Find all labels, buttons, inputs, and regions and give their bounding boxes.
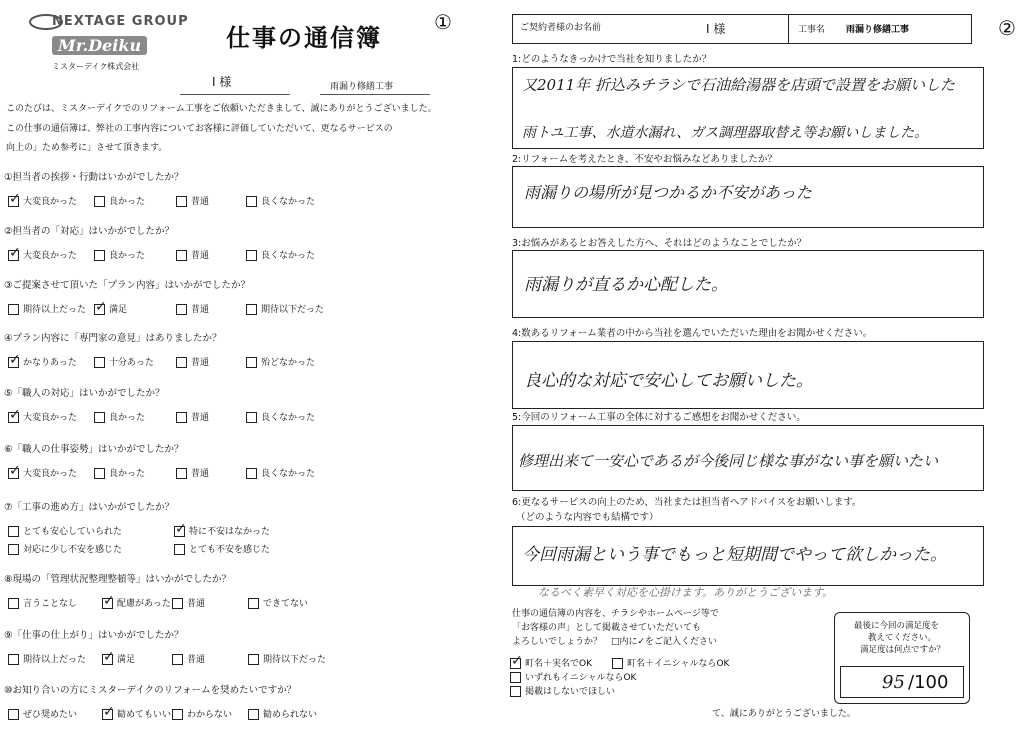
score-label-2: 教えてください。 (868, 633, 937, 643)
q1-option-1[interactable]: ✓大変良かった (8, 194, 77, 207)
q6-option-4[interactable]: 良くなかった (246, 466, 315, 479)
work-label: 工事名 (798, 25, 826, 35)
q8-label: ⑧現場の「管理状況整理整頓等」はいかがでしたか？ (4, 574, 232, 585)
brand-logo: Mr.Deiku (52, 36, 147, 55)
q5-option-1[interactable]: ✓大変良かった (8, 410, 77, 423)
sec6-label: 6:更なるサービスの向上のため、当社または担当者へアドバイスをお願いします。 (512, 497, 862, 508)
checkbox-checked[interactable] (102, 598, 113, 609)
checkbox[interactable] (174, 544, 185, 555)
checkbox-checked[interactable] (8, 357, 19, 368)
voice-option-2[interactable]: 町名＋イニシャルならOK (612, 656, 729, 669)
sec6-answer: 今回雨漏という事でもっと短期間でやって欲しかった。 (522, 545, 947, 565)
q8-option-1[interactable]: 言うことなし (8, 596, 77, 609)
checkbox[interactable] (8, 654, 19, 665)
q8-option-3[interactable]: 普通 (172, 596, 205, 609)
name-value: I 様 (706, 22, 726, 36)
q3-option-3[interactable]: 普通 (176, 302, 209, 315)
q9-option-1[interactable]: 期待以上だった (8, 652, 86, 665)
checkbox[interactable] (172, 709, 183, 720)
q5-option-4[interactable]: 良くなかった (246, 410, 315, 423)
q3-label: ③ご提案させて頂いた「プラン内容」はいかがでしたか？ (4, 280, 251, 291)
sec2-label: 2:リフォームを考えたとき、不安やお悩みなどありましたか？ (512, 154, 777, 165)
checkbox[interactable] (246, 250, 257, 261)
page-number-2: ② (998, 16, 1016, 40)
q6-option-2[interactable]: 良かった (94, 466, 145, 479)
q2-option-2[interactable]: 良かった (94, 248, 145, 261)
q6-option-1[interactable]: ✓大変良かった (8, 466, 77, 479)
checkbox[interactable] (176, 250, 187, 261)
q10-option-3[interactable]: わからない (172, 707, 232, 720)
checkbox-checked[interactable] (510, 658, 521, 669)
q5-option-2[interactable]: 良かった (94, 410, 145, 423)
checkbox[interactable] (248, 598, 259, 609)
q7-option-1[interactable]: とても安心していられた (8, 524, 122, 537)
checkbox[interactable] (94, 412, 105, 423)
page-number: ① (434, 10, 452, 34)
voice-intro-1: 仕事の通信簿の内容を、チラシやホームページ等で (512, 609, 719, 619)
q9-option-4[interactable]: 期待以下だった (248, 652, 326, 665)
score-label-1: 最後に今回の満足度を (854, 621, 940, 631)
q1-label: ①担当者の挨拶・行動はいかがでしたか？ (4, 172, 184, 183)
q8-option-2[interactable]: ✓ 配慮があった (102, 596, 171, 609)
checkbox[interactable] (176, 468, 187, 479)
right-page (500, 0, 1024, 733)
intro-line-2: この仕事の通信簿は、弊社の工事内容についてお客様に評価していただいて、更なるサービスの (6, 124, 393, 134)
q4-option-4[interactable]: 殆どなかった (246, 355, 315, 368)
sec2-answer: 雨漏りの場所が見つかるか不安があった (524, 183, 812, 202)
sec5-label: 5:今回のリフォーム工事の全体に対するご感想をお聞かせください。 (512, 412, 806, 423)
q5-label: ⑤「職人の対応」はいかがでしたか？ (4, 388, 165, 399)
q6-label: ⑥「職人の仕事姿勢」はいかがでしたか？ (4, 444, 184, 455)
checkbox-checked[interactable] (102, 654, 113, 665)
checkbox-checked[interactable] (174, 526, 185, 537)
q4-label: ④プラン内容に「専門家の意見」はありましたか？ (4, 333, 222, 344)
q2-label: ②担当者の「対応」はいかがでしたか？ (4, 226, 175, 237)
q7-option-4[interactable]: とても不安を感じた (174, 542, 270, 555)
q4-option-1[interactable]: ✓かなりあった (8, 355, 77, 368)
sec1-answer-1: 又2011年 折込みチラシで石油給湯器を店頭で設置をお願いした (522, 76, 955, 94)
sec4-answer: 良心的な対応で安心してお願いした。 (524, 371, 813, 391)
q9-label: ⑨「仕事の仕上がり」はいかがでしたか？ (4, 630, 184, 641)
checkbox[interactable] (246, 304, 257, 315)
checkbox-checked[interactable] (102, 709, 113, 720)
q4-option-3[interactable]: 普通 (176, 355, 209, 368)
q3-option-1[interactable]: 期待以上だった (8, 302, 86, 315)
header-divider (788, 14, 789, 44)
q3-option-4[interactable]: 期待以下だった (246, 302, 324, 315)
checkbox[interactable] (8, 526, 19, 537)
checkbox[interactable] (176, 304, 187, 315)
left-page (0, 0, 500, 733)
sec4-label: 4:数あるリフォーム業者の中から当社を選んでいただいた理由をお聞かせください。 (512, 328, 873, 339)
project-line (320, 94, 430, 95)
sec6-label-2: （どのような内容でも結構です） (516, 512, 659, 523)
q8-option-4[interactable]: できてない (248, 596, 308, 609)
customer-name: I 様 (212, 75, 232, 89)
checkbox[interactable] (246, 357, 257, 368)
q10-label: ⑩お知り合いの方にミスターデイクのリフォームを奨めたいですか？ (4, 685, 297, 696)
nextage-logo (28, 12, 228, 32)
sec3-answer: 雨漏りが直るか心配した。 (524, 275, 728, 295)
voice-intro-3: よろしいでしょうか？ □内に✓をご記入ください (512, 637, 718, 647)
q1-option-4[interactable]: 良くなかった (246, 194, 315, 207)
checkbox[interactable] (246, 412, 257, 423)
checkbox[interactable] (172, 654, 183, 665)
checkbox[interactable] (176, 412, 187, 423)
name-label: ご契約者様のお名前 (520, 23, 602, 33)
checkbox[interactable] (246, 196, 257, 207)
doc-title: 仕事の通信簿 (226, 24, 382, 52)
q2-option-4[interactable]: 良くなかった (246, 248, 315, 261)
sec1-label: 1:どのようなきっかけで当社を知りましたか？ (512, 54, 712, 65)
project-name: 雨漏り修繕工事 (330, 82, 394, 92)
sec5-answer: 修理出来て一安心であるが今後同じ様な事がない事を願いたい (518, 452, 939, 470)
score-label-3: 満足度は何点ですか？ (860, 645, 946, 655)
q2-option-1[interactable]: ✓大変良かった (8, 248, 77, 261)
checkbox-checked[interactable] (8, 196, 19, 207)
q5-option-3[interactable]: 普通 (176, 410, 209, 423)
checkbox-checked[interactable] (8, 250, 19, 261)
work-value: 雨漏り修繕工事 (846, 25, 910, 35)
q4-option-2[interactable]: 十分あった (94, 355, 154, 368)
checkbox[interactable] (246, 468, 257, 479)
intro-line-3: 向上の」ため参考に」させて頂きます。 (6, 143, 168, 153)
checkbox[interactable] (94, 196, 105, 207)
score-value: 95 (882, 672, 905, 693)
voice-option-1[interactable]: ✓町名＋実名でOK (510, 656, 592, 669)
q10-option-4[interactable]: 勧められない (248, 707, 317, 720)
checkbox[interactable] (612, 658, 623, 669)
checkbox[interactable] (176, 357, 187, 368)
checkbox[interactable] (172, 598, 183, 609)
footer-text: て、誠にありがとうございました。 (712, 709, 856, 719)
sec1-answer-2: 雨トユ工事、水道水漏れ、ガス調理器取替え等お願いしました。 (522, 125, 929, 141)
q1-option-3[interactable]: 普通 (176, 194, 209, 207)
logo-text: NEXTAGE GROUP (52, 14, 189, 29)
q9-option-2[interactable]: ✓ 満足 (102, 652, 135, 665)
q7-option-3[interactable]: 対応に少し不安を感じた (8, 542, 122, 555)
checkbox[interactable] (94, 357, 105, 368)
q9-option-3[interactable]: 普通 (172, 652, 205, 665)
checkbox[interactable] (510, 672, 521, 683)
voice-intro-2: 「お客様の声」として掲載させていただいても (512, 623, 702, 633)
q7-label: ⑦「工事の進め方」はいかがでしたか？ (4, 502, 175, 513)
checkbox[interactable] (8, 304, 19, 315)
checkbox[interactable] (248, 654, 259, 665)
checkbox[interactable] (248, 709, 259, 720)
q6-option-3[interactable]: 普通 (176, 466, 209, 479)
q1-option-2[interactable]: 良かった (94, 194, 145, 207)
q3-option-2[interactable]: ✓ 満足 (94, 302, 127, 315)
checkbox-checked[interactable] (8, 468, 19, 479)
checkbox[interactable] (94, 468, 105, 479)
sec3-label: 3:お悩みがあるとお答えした方へ、それはどのようなことでしたか？ (512, 238, 807, 249)
voice-option-4[interactable]: 掲載はしないでほしい (510, 684, 615, 697)
checkbox-checked[interactable] (8, 412, 19, 423)
checkbox[interactable] (510, 686, 521, 697)
q7-option-2[interactable]: ✓ 特に不安はなかった (174, 524, 270, 537)
q2-option-3[interactable]: 普通 (176, 248, 209, 261)
intro-line-1: このたびは、ミスターデイクでのリフォーム工事をご依頼いただきまして、誠にありがとうございました。 (6, 104, 437, 114)
score-max: /100 (908, 672, 949, 693)
checkbox[interactable] (176, 196, 187, 207)
voice-option-3[interactable]: いずれもイニシャルならOK (510, 670, 636, 683)
staff-reply: なるべく素早く対応を心掛けます。ありがとうございます。 (538, 586, 834, 599)
checkbox[interactable] (8, 598, 19, 609)
q10-option-1[interactable]: ぜひ奨めたい (8, 707, 77, 720)
customer-line (180, 94, 290, 95)
checkbox[interactable] (8, 544, 19, 555)
checkbox[interactable] (8, 709, 19, 720)
company-name: ミスターデイク株式会社 (52, 62, 140, 71)
checkbox[interactable] (94, 250, 105, 261)
q10-option-2[interactable]: ✓ 勧めてもいい (102, 707, 171, 720)
checkbox-checked[interactable] (94, 304, 105, 315)
